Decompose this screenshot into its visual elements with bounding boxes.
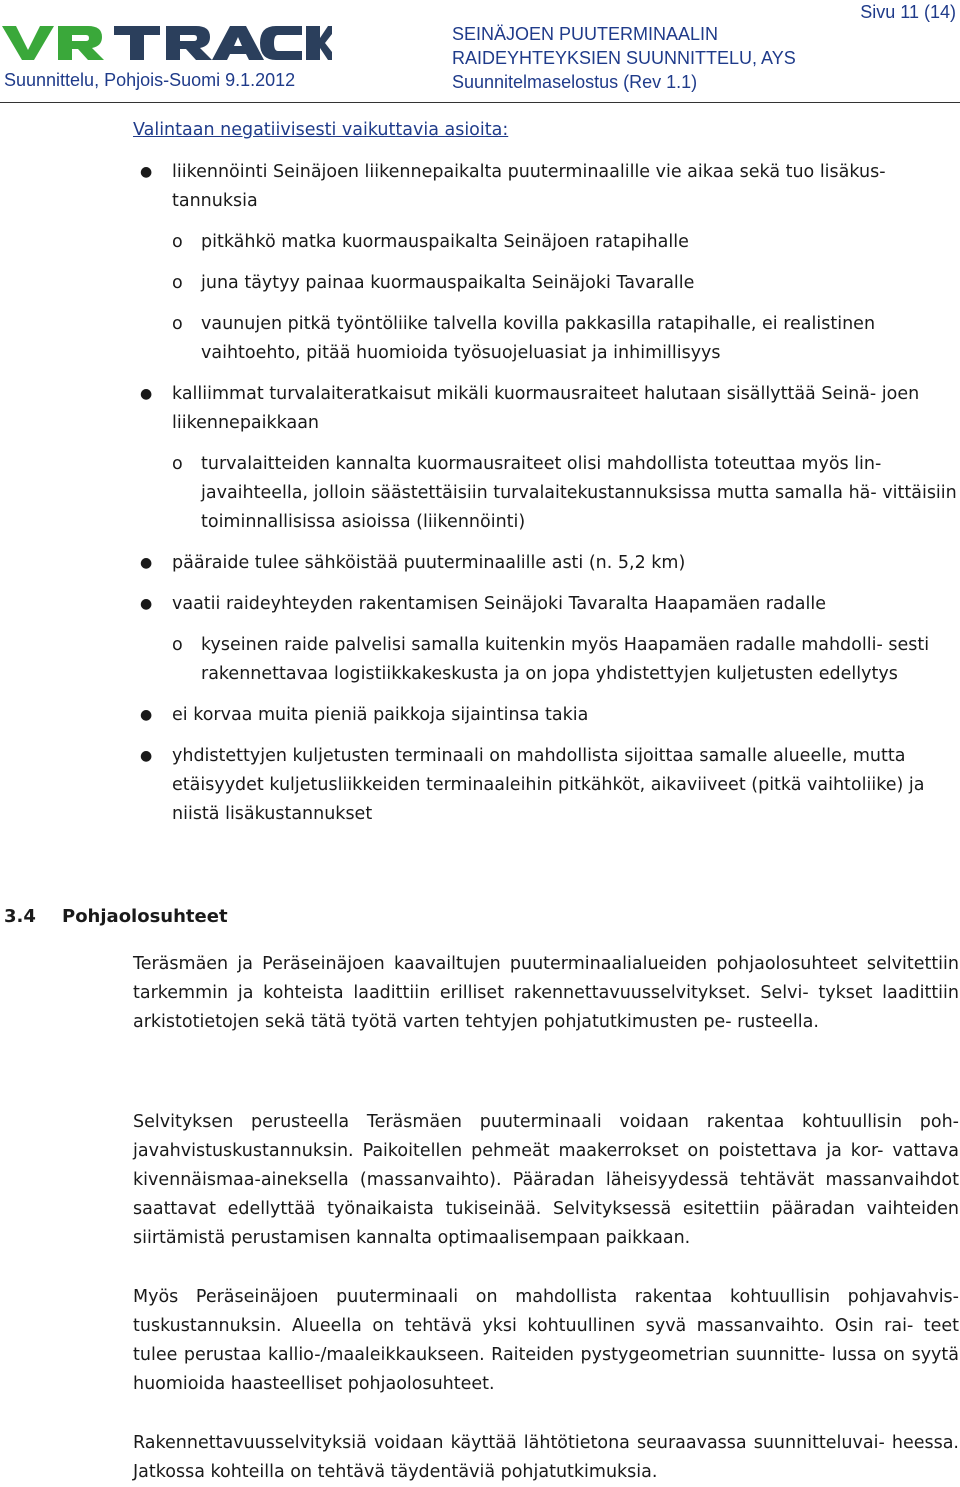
header-divider bbox=[0, 102, 960, 103]
bullet-icon: ● bbox=[140, 164, 153, 180]
sub-list-item-text: juna täytyy painaa kuormauspaikalta Seinäjoki Tavaralle bbox=[201, 273, 695, 293]
bullet-icon: ● bbox=[140, 596, 153, 612]
header-title-line-3: Suunnitelmaselostus (Rev 1.1) bbox=[452, 72, 698, 92]
header-title-line-1: SEINÄJOEN PUUTERMINAALIN bbox=[452, 24, 719, 44]
bullet-icon: ● bbox=[140, 707, 153, 723]
list-item-text: yhdistettyjen kuljetusten terminaali on mahdollista sijoittaa samalle alueelle, mutta etäisyydet kuljetusliikkeiden terminaaleihin pitkähköt, aikaviiveet (pitkä vaihtoliike) ja niistä lisäkustannukset bbox=[172, 746, 925, 824]
list-item-text: vaatii raideyhteyden rakentamisen Seinäjoki Tavaralta Haapamäen radalle bbox=[172, 594, 826, 614]
page-header bbox=[0, 0, 960, 105]
sub-list-item bbox=[172, 450, 958, 537]
negative-factors-list bbox=[0, 158, 960, 841]
sub-list-item-text: pitkähkö matka kuormauspaikalta Seinäjoen ratapihalle bbox=[201, 232, 689, 252]
bullet-icon: ● bbox=[140, 748, 153, 764]
paragraph: Myös Peräseinäjoen puuterminaali on mahdollista rakentaa kohtuullisin pohjavahvis- tuskustannuksin. Alueella on tehtävä yksi kohtuullinen syvä massanvaihto. Osin rai- teet tulee perustaa kallio-/maaleikkaukseen. Raiteiden pystygeometrian suunnitte- lussa on syytä huomioida haasteelliset pohjaolosuhteet. bbox=[133, 1287, 959, 1394]
sub-list-item bbox=[172, 228, 958, 257]
list-item-text: ei korvaa muita pieniä paikkoja sijaintinsa takia bbox=[172, 705, 589, 725]
sub-list-item-text: turvalaitteiden kannalta kuormausraiteet olisi mahdollista toteuttaa myös lin- javaihteella, jolloin säästettäisiin turvalaitekustannuksissa mutta samalla hä- vittäisiin toiminnallisissa asioissa (liikennöinti) bbox=[201, 454, 957, 532]
bullet-icon: ● bbox=[140, 386, 153, 402]
circle-bullet-icon: o bbox=[172, 314, 183, 334]
bullet-icon: ● bbox=[140, 555, 153, 571]
list-item bbox=[0, 742, 960, 829]
sub-list-item-text: kyseinen raide palvelisi samalla kuitenkin myös Haapamäen radalle mahdolli- sesti rakennettavaa logistiikkakeskusta ja on jopa yhdistettyjen kuljetusten edellytys bbox=[201, 635, 930, 684]
page-number: Sivu 11 (14) bbox=[860, 2, 956, 22]
sub-list-item bbox=[172, 269, 958, 298]
sub-list bbox=[172, 228, 958, 368]
header-subtitle: Suunnittelu, Pohjois-Suomi 9.1.2012 bbox=[4, 70, 296, 90]
paragraph: Rakennettavuusselvityksiä voidaan käyttää lähtötietona seuraavassa suunnitteluvai- heessa. Jatkossa kohteilla on tehtävä täydentäviä pohjatutkimuksia. bbox=[133, 1433, 959, 1482]
section-number: 3.4 bbox=[4, 906, 36, 927]
list-item-text: liikennöinti Seinäjoen liikennepaikalta puuterminaalille vie aikaa sekä tuo lisäkus- tannuksia bbox=[172, 162, 886, 211]
header-document-title bbox=[452, 22, 796, 94]
sub-list-item-text: vaunujen pitkä työntöliike talvella kovilla pakkasilla ratapihalle, ei realistinen vaihtoehto, pitää huomioida työsuojeluasiat ja inhimillisyys bbox=[201, 314, 876, 363]
list-item-text: kalliimmat turvalaiteratkaisut mikäli kuormausraiteet halutaan sisällyttää Seinä- joen liikennepaikkaan bbox=[172, 384, 920, 433]
circle-bullet-icon: o bbox=[172, 454, 183, 474]
list-item bbox=[0, 701, 960, 730]
vr-track-logo bbox=[2, 22, 332, 62]
sub-list bbox=[172, 631, 958, 689]
paragraph: Teräsmäen ja Peräseinäjoen kaavailtujen puuterminaalialueiden pohjaolosuhteet selvitettiin tarkemmin ja kohteista laadittiin erilliset rakennettavuusselvitykset. Selvi- tykset laadittiin arkistotietojen sekä tätä työtä varten tehtyjen pohjatutkimusten pe- rusteella. bbox=[133, 954, 959, 1032]
sub-list-item bbox=[172, 631, 958, 689]
list-item bbox=[0, 549, 960, 578]
paragraph: Selvityksen perusteella Teräsmäen puuterminaali voidaan rakentaa kohtuullisin poh- javahvistuskustannuksin. Paikoitellen pehmeät maakerrokset on poistettava ja kor- vattava kivennäismaa-aineksella (massanvaihto). Pääradan läheisyydessä tehtävät massanvaihdot saattavat edellyttää työnaikaista tukiseinää. Selvityksessä esitettiin pääradan vaihteiden siirtämistä perustamisen kannalta optimaalisempaan paikkaan. bbox=[133, 1112, 959, 1248]
list-lead-heading: Valintaan negatiivisesti vaikuttavia asioita: bbox=[133, 120, 509, 140]
header-title-line-2: RAIDEYHTEYKSIEN SUUNNITTELU, AYS bbox=[452, 48, 796, 68]
list-item bbox=[0, 158, 960, 368]
section-title: Pohjaolosuhteet bbox=[62, 906, 228, 927]
circle-bullet-icon: o bbox=[172, 635, 183, 655]
list-item-text: pääraide tulee sähköistää puuterminaalille asti (n. 5,2 km) bbox=[172, 553, 686, 573]
sub-list-item bbox=[172, 310, 958, 368]
vr-track-logo-graphic bbox=[2, 22, 332, 62]
circle-bullet-icon: o bbox=[172, 232, 183, 252]
list-item bbox=[0, 590, 960, 689]
circle-bullet-icon: o bbox=[172, 273, 183, 293]
list-item bbox=[0, 380, 960, 537]
sub-list bbox=[172, 450, 958, 537]
